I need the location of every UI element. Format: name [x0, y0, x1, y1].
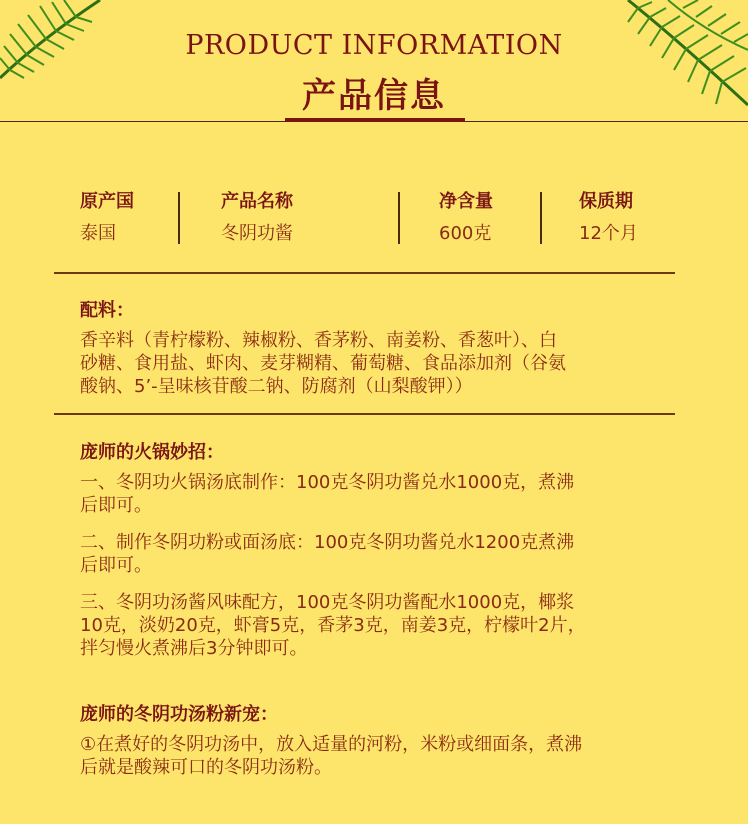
fact-value: 12个月 — [579, 223, 638, 244]
hotpot-tips-title: 庞师的火锅妙招： — [80, 442, 224, 463]
ingredients-text: 香辛料（青柠檬粉、辣椒粉、香茅粉、南姜粉、香葱叶）、白 砂糖、食用盐、虾肉、麦芽糊精、葡萄糖、食品添加剂（谷氨 酸钠、5’-呈味核苷酸二钠、防腐剂（山梨酸钾）） — [80, 330, 566, 397]
fact-label: 原产国 — [80, 191, 134, 212]
title-chinese: 产品信息 — [302, 76, 446, 116]
fact-separator — [178, 192, 180, 244]
title-english: PRODUCT INFORMATION — [185, 30, 563, 61]
fact-value: 冬阴功酱 — [221, 223, 293, 244]
fact-label: 产品名称 — [221, 191, 293, 212]
fact-value: 600克 — [439, 223, 492, 244]
tip-item: 一、冬阴功火锅汤底制作：100克冬阴功酱兑水1000克，煮沸 后即可。 — [80, 472, 575, 516]
fact-net-weight — [439, 188, 493, 248]
fact-separator — [398, 192, 400, 244]
tip-item: 二、制作冬阴功粉或面汤底：100克冬阴功酱兑水1200克煮沸 后即可。 — [80, 532, 575, 576]
section-divider — [54, 413, 675, 415]
new-favorite-section — [80, 702, 670, 779]
fact-separator — [540, 192, 542, 244]
product-facts — [54, 188, 674, 248]
ingredients-section — [80, 298, 670, 398]
tip-item: 三、冬阴功汤酱风味配方，100克冬阴功酱配水1000克，椰浆 10克，淡奶20克，虾膏5克，香茅3克，南姜3克，柠檬叶2片， 拌匀慢火煮沸后3分钟即可。 — [80, 592, 586, 659]
fact-product-name — [221, 188, 293, 248]
fact-label: 保质期 — [579, 191, 633, 212]
ingredients-title: 配料： — [80, 300, 134, 321]
fact-value: 泰国 — [80, 223, 116, 244]
section-divider — [54, 272, 675, 274]
hotpot-tips-section — [80, 440, 670, 660]
fact-shelf-life — [579, 188, 638, 248]
new-favorite-title: 庞师的冬阴功汤粉新宠： — [80, 704, 278, 725]
fact-origin — [80, 188, 134, 248]
fact-label: 净含量 — [439, 191, 493, 212]
new-favorite-text: ①在煮好的冬阴功汤中，放入适量的河粉，米粉或细面条，煮沸 后就是酸辣可口的冬阴功汤粉。 — [80, 734, 583, 778]
header-divider-accent — [285, 118, 465, 122]
